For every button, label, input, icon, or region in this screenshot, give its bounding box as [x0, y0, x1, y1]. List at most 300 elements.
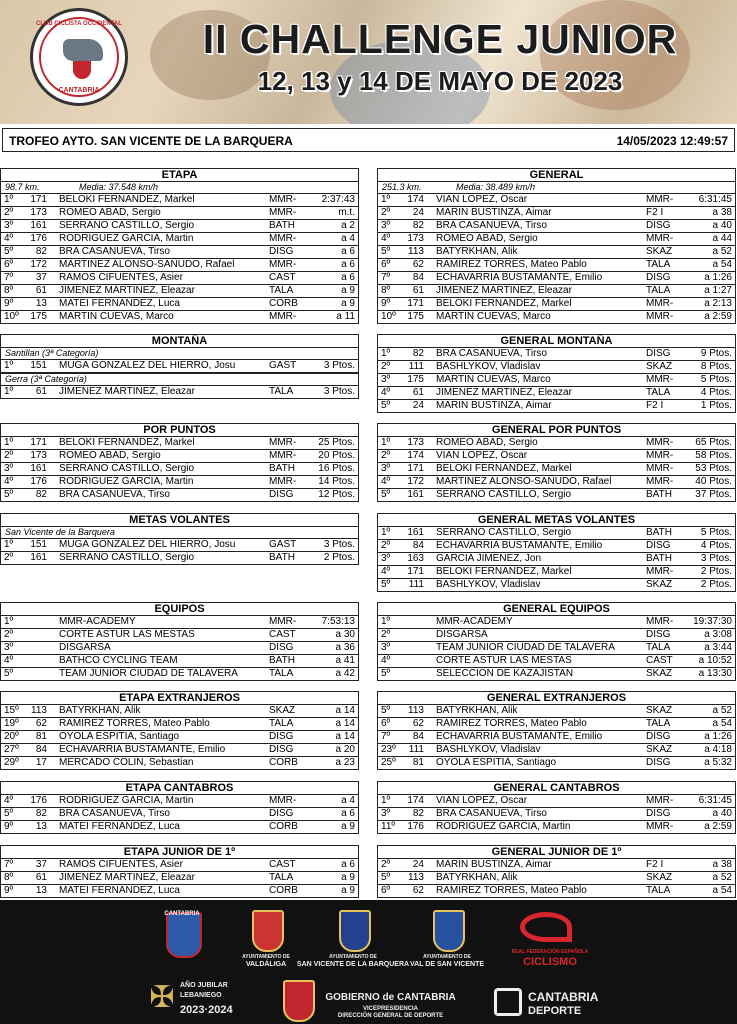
position: 19º: [4, 718, 19, 729]
team-code: TALA: [646, 259, 671, 270]
rider-name: BRA CASANUEVA, Tirso: [59, 808, 170, 819]
team-name: CORTE ASTUR LAS MESTAS: [59, 629, 195, 640]
position: 5º: [381, 400, 391, 411]
climb-name: Gerra (3ª Categoría): [1, 373, 358, 386]
bib-number: 113: [408, 705, 424, 716]
rider-name: JIMENEZ MARTINEZ, Eleazar: [436, 285, 572, 296]
table-row: [1, 311, 358, 323]
team-code: BATH: [269, 463, 295, 474]
position: 8º: [4, 872, 14, 883]
position: 5º: [381, 489, 391, 500]
position: 5º: [4, 246, 14, 257]
header-banner: [0, 0, 737, 124]
sanvicente-crest-icon: [339, 910, 371, 952]
table-row: [378, 207, 735, 220]
position: 2º: [381, 859, 391, 870]
rider-name: BRA CASANUEVA, Tirso: [436, 808, 547, 819]
result: a 23: [335, 757, 355, 768]
sponsor-label: CANTABRIA: [528, 990, 599, 1004]
rider-name: RODRIGUEZ GARCIA, Martin: [59, 795, 194, 806]
result: a 13:30: [698, 668, 732, 679]
result: a 2:13: [704, 298, 732, 309]
result: 40 Ptos.: [695, 476, 732, 487]
team-code: MMR-: [269, 259, 297, 270]
table-row: [378, 361, 735, 374]
team-code: MMR-: [646, 821, 674, 832]
rider-name: VIAN LOPEZ, Oscar: [436, 194, 528, 205]
table-row: [1, 872, 358, 885]
position: 3º: [4, 463, 14, 474]
team-code: MMR-: [269, 207, 297, 218]
team-code: BATH: [269, 552, 295, 563]
table-row: [1, 642, 358, 655]
bib-number: 113: [31, 705, 47, 716]
table-row: [1, 731, 358, 744]
bib-number: 37: [35, 272, 47, 283]
bib-number: 111: [408, 579, 424, 590]
bib-number: 161: [407, 489, 424, 500]
rider-name: RODRIGUEZ GARCIA, Martin: [436, 821, 571, 832]
bib-number: 62: [412, 718, 424, 729]
bib-number: 62: [412, 259, 424, 270]
result: 2:37:43: [321, 194, 355, 205]
table-row: [378, 795, 735, 808]
position: 5º: [4, 489, 14, 500]
rider-name: SERRANO CASTILLO, Sergio: [436, 527, 572, 538]
position: 7º: [4, 859, 14, 870]
position: 1º: [381, 527, 391, 538]
cantabria-deporte-icon: [494, 988, 522, 1016]
bib-number: 111: [408, 744, 424, 755]
cantabria-shield-icon: [166, 912, 202, 958]
team-code: TALA: [646, 285, 671, 296]
position: 4º: [381, 387, 391, 398]
table-row: [1, 298, 358, 311]
result: a 9: [341, 298, 355, 309]
table-row: [1, 233, 358, 246]
result: 12 Ptos.: [318, 489, 355, 500]
position: 8º: [381, 285, 391, 296]
result: 25 Ptos.: [318, 437, 355, 448]
result: a 44: [712, 233, 732, 244]
position: 29º: [4, 757, 19, 768]
bib-number: 163: [407, 553, 424, 564]
rider-name: MARIN BUSTINZA, Aimar: [436, 400, 552, 411]
table-row: [1, 629, 358, 642]
team-name: TEAM JUNIOR CIUDAD DE TALAVERA: [59, 668, 238, 679]
table-row: [378, 553, 735, 566]
table-row: [1, 285, 358, 298]
montana-table: [0, 334, 359, 399]
result: 9 Ptos.: [700, 348, 732, 359]
result: a 54: [712, 718, 732, 729]
bib-number: 171: [30, 194, 47, 205]
position: 6º: [4, 259, 14, 270]
position: 9º: [4, 298, 14, 309]
section-title: EQUIPOS: [0, 602, 359, 615]
table-row: [1, 655, 358, 668]
team-code: MMR-: [646, 194, 674, 205]
position: 3º: [381, 553, 391, 564]
rider-name: ECHAVARRIA BUSTAMANTE, Emilio: [436, 272, 603, 283]
result: m.t.: [338, 207, 355, 218]
bib-number: 161: [30, 552, 47, 563]
result: 5 Ptos.: [700, 374, 732, 385]
bib-number: 24: [412, 859, 424, 870]
team-code: GAST: [269, 539, 297, 550]
rider-name: SERRANO CASTILLO, Sergio: [59, 220, 195, 231]
table-row: [378, 311, 735, 323]
table-row: [378, 744, 735, 757]
table-row: [1, 821, 358, 833]
result: a 30: [335, 629, 355, 640]
bib-number: 171: [407, 298, 424, 309]
position: 9º: [4, 821, 14, 832]
position: 5º: [381, 872, 391, 883]
table-row: [378, 272, 735, 285]
team-code: MMR-: [646, 450, 674, 461]
sponsor-label: VALDÁLIGA: [245, 961, 287, 968]
table-row: [1, 476, 358, 489]
position: 6º: [381, 885, 391, 896]
result: a 6: [341, 246, 355, 257]
bib-number: 61: [35, 872, 47, 883]
bib-number: 81: [35, 731, 47, 742]
bib-number: 37: [35, 859, 47, 870]
bib-number: 173: [407, 233, 424, 244]
bib-number: 174: [407, 795, 424, 806]
section-title: ETAPA JUNIOR DE 1º: [0, 845, 359, 858]
team-code: MMR-: [646, 298, 674, 309]
sprint-name: San Vicente de la Barquera: [1, 527, 358, 539]
general-cantabros-table: [377, 781, 736, 834]
team-code: MMR-: [646, 476, 674, 487]
team-code: MMR-: [646, 616, 674, 627]
metas-table: [0, 513, 359, 565]
bib-number: 82: [35, 246, 47, 257]
table-row: [378, 374, 735, 387]
result: 8 Ptos.: [700, 361, 732, 372]
result: a 20: [335, 744, 355, 755]
team-code: CORB: [269, 885, 298, 896]
bib-number: 62: [412, 885, 424, 896]
rider-name: BELOKI FERNANDEZ, Markel: [59, 194, 195, 205]
team-code: MMR-: [646, 463, 674, 474]
bib-number: 61: [35, 285, 47, 296]
result: 3 Ptos.: [700, 553, 732, 564]
position: 4º: [381, 655, 391, 666]
team-code: CAST: [646, 655, 673, 666]
result: 16 Ptos.: [318, 463, 355, 474]
rider-name: BRA CASANUEVA, Tirso: [59, 246, 170, 257]
team-code: DISG: [646, 348, 671, 359]
table-row: [1, 616, 358, 629]
team-code: SKAZ: [646, 744, 673, 755]
team-code: TALA: [269, 718, 294, 729]
team-code: MMR-: [646, 311, 674, 322]
table-row: [378, 655, 735, 668]
table-row: [1, 757, 358, 769]
bib-number: 84: [412, 731, 424, 742]
rider-name: BRA CASANUEVA, Tirso: [59, 489, 170, 500]
table-row: [1, 220, 358, 233]
rider-name: BATYRKHAN, Alik: [436, 705, 518, 716]
rider-name: OYOLA ESPITIA, Santiago: [59, 731, 180, 742]
cantabria-map-icon: [63, 39, 103, 61]
team-code: DISG: [269, 808, 294, 819]
result: a 52: [712, 872, 732, 883]
rider-name: VIAN LOPEZ, Oscar: [436, 450, 528, 461]
table-row: [1, 539, 358, 552]
table-row: [378, 731, 735, 744]
bib-number: 81: [412, 757, 424, 768]
result: a 4: [341, 795, 355, 806]
rider-name: RODRIGUEZ GARCIA, Martin: [59, 233, 194, 244]
distance: 98.7 km.: [5, 182, 40, 192]
stage-info-bar: [2, 128, 735, 152]
result: a 9: [341, 821, 355, 832]
team-code: F2 I: [646, 859, 664, 870]
etapa-table: [0, 168, 359, 324]
position: 10º: [381, 311, 396, 322]
position: 4º: [4, 795, 14, 806]
rider-name: BATYRKHAN, Alik: [436, 246, 518, 257]
position: 1º: [381, 194, 391, 205]
position: 1º: [4, 437, 14, 448]
bib-number: 84: [35, 744, 47, 755]
rider-name: GARCIA JIMENEZ, Jon: [436, 553, 542, 564]
rider-name: JIMENEZ MARTINEZ, Eleazar: [59, 285, 195, 296]
rider-name: BELOKI FERNANDEZ, Markel: [59, 437, 195, 448]
table-row: [378, 718, 735, 731]
table-row: [378, 387, 735, 400]
result: 14 Ptos.: [318, 476, 355, 487]
team-code: DISG: [269, 731, 294, 742]
result: 2 Ptos.: [700, 579, 732, 590]
section-title: GENERAL: [377, 168, 736, 181]
result: 7:53:13: [321, 616, 355, 627]
bib-number: 82: [412, 348, 424, 359]
table-row: [378, 348, 735, 361]
team-code: MMR-: [269, 437, 297, 448]
table-row: [378, 233, 735, 246]
table-row: [1, 795, 358, 808]
cross-icon: ✠: [149, 981, 175, 1014]
table-row: [1, 808, 358, 821]
result: a 41: [335, 655, 355, 666]
rider-name: MARTIN CUEVAS, Marco: [436, 374, 551, 385]
table-row: [1, 744, 358, 757]
position: 4º: [381, 566, 391, 577]
result: 5 Ptos.: [700, 527, 732, 538]
rider-name: OYOLA ESPITIA, Santiago: [436, 757, 557, 768]
table-row: [378, 885, 735, 897]
section-title: ETAPA EXTRANJEROS: [0, 691, 359, 704]
table-row: [378, 194, 735, 207]
average-speed: Media: 38.489 km/h: [456, 182, 536, 192]
sponsor-label: AYUNTAMIENTO DE: [423, 954, 471, 960]
position: 2º: [381, 629, 391, 640]
sponsor-label: DIRECCIÓN GENERAL DE DEPORTE: [337, 1013, 444, 1019]
team-code: CAST: [269, 272, 296, 283]
result: a 3:44: [704, 642, 732, 653]
team-code: SKAZ: [646, 668, 673, 679]
rider-name: MARIN BUSTINZA, Aimar: [436, 859, 552, 870]
result: a 38: [712, 859, 732, 870]
team-code: SKAZ: [646, 361, 673, 372]
table-row: [1, 246, 358, 259]
position: 20º: [4, 731, 19, 742]
section-title: METAS VOLANTES: [0, 513, 359, 526]
table-row: [1, 272, 358, 285]
table-row: [378, 859, 735, 872]
rider-name: MARTIN CUEVAS, Marco: [436, 311, 551, 322]
team-name: SELECCION DE KAZAJISTAN: [436, 668, 574, 679]
result: 2 Ptos.: [700, 566, 732, 577]
bib-number: 82: [412, 220, 424, 231]
team-code: DISG: [646, 629, 671, 640]
result: a 38: [712, 207, 732, 218]
position: 15º: [4, 705, 19, 716]
bib-number: 13: [35, 821, 47, 832]
result: 58 Ptos.: [695, 450, 732, 461]
bib-number: 61: [412, 285, 424, 296]
rider-name: RAMOS CIFUENTES, Asier: [59, 272, 183, 283]
rider-name: MATEI FERNANDEZ, Luca: [59, 885, 180, 896]
section-title: GENERAL CANTABROS: [377, 781, 736, 794]
team-code: DISG: [646, 808, 671, 819]
bib-number: 175: [30, 311, 47, 322]
table-row: [378, 463, 735, 476]
position: 1º: [4, 539, 14, 550]
bib-number: 176: [407, 821, 424, 832]
sponsor-label: DEPORTE: [528, 1005, 582, 1017]
table-row: [1, 668, 358, 680]
team-code: MMR-: [646, 233, 674, 244]
team-name: DISGARSA: [59, 642, 111, 653]
position: 3º: [381, 808, 391, 819]
bib-number: 113: [408, 246, 424, 257]
team-code: TALA: [646, 642, 671, 653]
rider-name: MERCADO COLIN, Sebastian: [59, 757, 194, 768]
rider-name: VIAN LOPEZ, Oscar: [436, 795, 528, 806]
position: 3º: [381, 463, 391, 474]
table-row: [378, 259, 735, 272]
rider-name: ROMEO ABAD, Sergio: [59, 207, 161, 218]
table-row: [1, 437, 358, 450]
rider-name: BATYRKHAN, Alik: [436, 872, 518, 883]
sponsor-label: VAL DE SAN VICENTE: [409, 961, 485, 968]
position: 2º: [381, 207, 391, 218]
rider-name: MATEI FERNANDEZ, Luca: [59, 821, 180, 832]
stage-name: TROFEO AYTO. SAN VICENTE DE LA BARQUERA: [9, 134, 293, 148]
rider-name: BASHLYKOV, Vladislav: [436, 361, 541, 372]
rider-name: MUGA GONZALEZ DEL HIERRO, Josu: [59, 539, 236, 550]
puntos-table: [0, 423, 359, 502]
equipos-table: [0, 602, 359, 681]
rider-name: BELOKI FERNANDEZ, Markel: [436, 463, 572, 474]
result: 1 Ptos.: [700, 400, 732, 411]
position: 2º: [381, 540, 391, 551]
position: 25º: [381, 757, 396, 768]
team-code: MMR-: [269, 476, 297, 487]
shield-icon: [73, 61, 91, 79]
result: a 9: [341, 885, 355, 896]
table-row: [378, 757, 735, 769]
bib-number: 176: [30, 476, 47, 487]
position: 7º: [381, 272, 391, 283]
event-dates: 12, 13 y 14 DE MAYO DE 2023: [257, 66, 623, 96]
team-code: MMR-: [269, 311, 297, 322]
rider-name: ECHAVARRIA BUSTAMANTE, Emilio: [436, 731, 603, 742]
result: a 6: [341, 859, 355, 870]
section-title: GENERAL EQUIPOS: [377, 602, 736, 615]
position: 2º: [381, 450, 391, 461]
table-row: 1º 61 JIMENEZ MARTINEZ, Eleazar TALA 3 Ptos.: [4, 386, 355, 397]
team-code: DISG: [646, 220, 671, 231]
table-row: [378, 821, 735, 833]
position: 3º: [381, 220, 391, 231]
section-title: GENERAL JUNIOR DE 1º: [377, 845, 736, 858]
event-title: II CHALLENGE JUNIOR: [202, 16, 678, 62]
general-puntos-table: [377, 423, 736, 502]
bib-number: 82: [412, 808, 424, 819]
result: a 40: [712, 220, 732, 231]
bib-number: 24: [412, 207, 424, 218]
position: 5º: [4, 668, 14, 679]
timestamp: 14/05/2023 12:49:57: [616, 134, 728, 148]
position: 3º: [4, 642, 14, 653]
junior1-table: [0, 845, 359, 898]
position: 1º: [381, 437, 391, 448]
rider-name: RAMIREZ TORRES, Mateo Pablo: [59, 718, 210, 729]
rider-name: SERRANO CASTILLO, Sergio: [59, 552, 195, 563]
result: a 9: [341, 872, 355, 883]
table-row: [378, 220, 735, 233]
section-title: GENERAL POR PUNTOS: [377, 423, 736, 436]
average-speed: Media: 37.548 km/h: [79, 182, 159, 192]
table-row: [1, 450, 358, 463]
section-title: POR PUNTOS: [0, 423, 359, 436]
position: 2º: [4, 450, 14, 461]
team-code: MMR-: [646, 795, 674, 806]
sponsor-label: 2023·2024: [180, 1004, 233, 1016]
result: a 14: [335, 731, 355, 742]
team-code: DISG: [269, 489, 294, 500]
table-row: [378, 808, 735, 821]
position: 5º: [381, 705, 391, 716]
bib-number: 173: [30, 450, 47, 461]
team-code: DISG: [646, 540, 671, 551]
position: 9º: [4, 885, 14, 896]
sponsor-label: CICLISMO: [523, 956, 577, 968]
team-code: BATH: [269, 220, 295, 231]
rider-name: ECHAVARRIA BUSTAMANTE, Emilio: [59, 744, 226, 755]
sponsors-footer: [0, 900, 737, 1024]
team-code: DISG: [646, 731, 671, 742]
rider-name: ROMEO ABAD, Sergio: [436, 437, 538, 448]
rider-name: BELOKI FERNANDEZ, Markel: [436, 566, 572, 577]
rider-name: MARIN BUSTINZA, Aimar: [436, 207, 552, 218]
rider-name: BASHLYKOV, Vladislav: [436, 579, 541, 590]
team-code: MMR-: [646, 437, 674, 448]
team-code: SKAZ: [646, 579, 673, 590]
team-code: CORB: [269, 821, 298, 832]
bib-number: 111: [408, 361, 424, 372]
general-table: [377, 168, 736, 324]
position: 11º: [381, 821, 396, 832]
bib-number: 161: [407, 527, 424, 538]
